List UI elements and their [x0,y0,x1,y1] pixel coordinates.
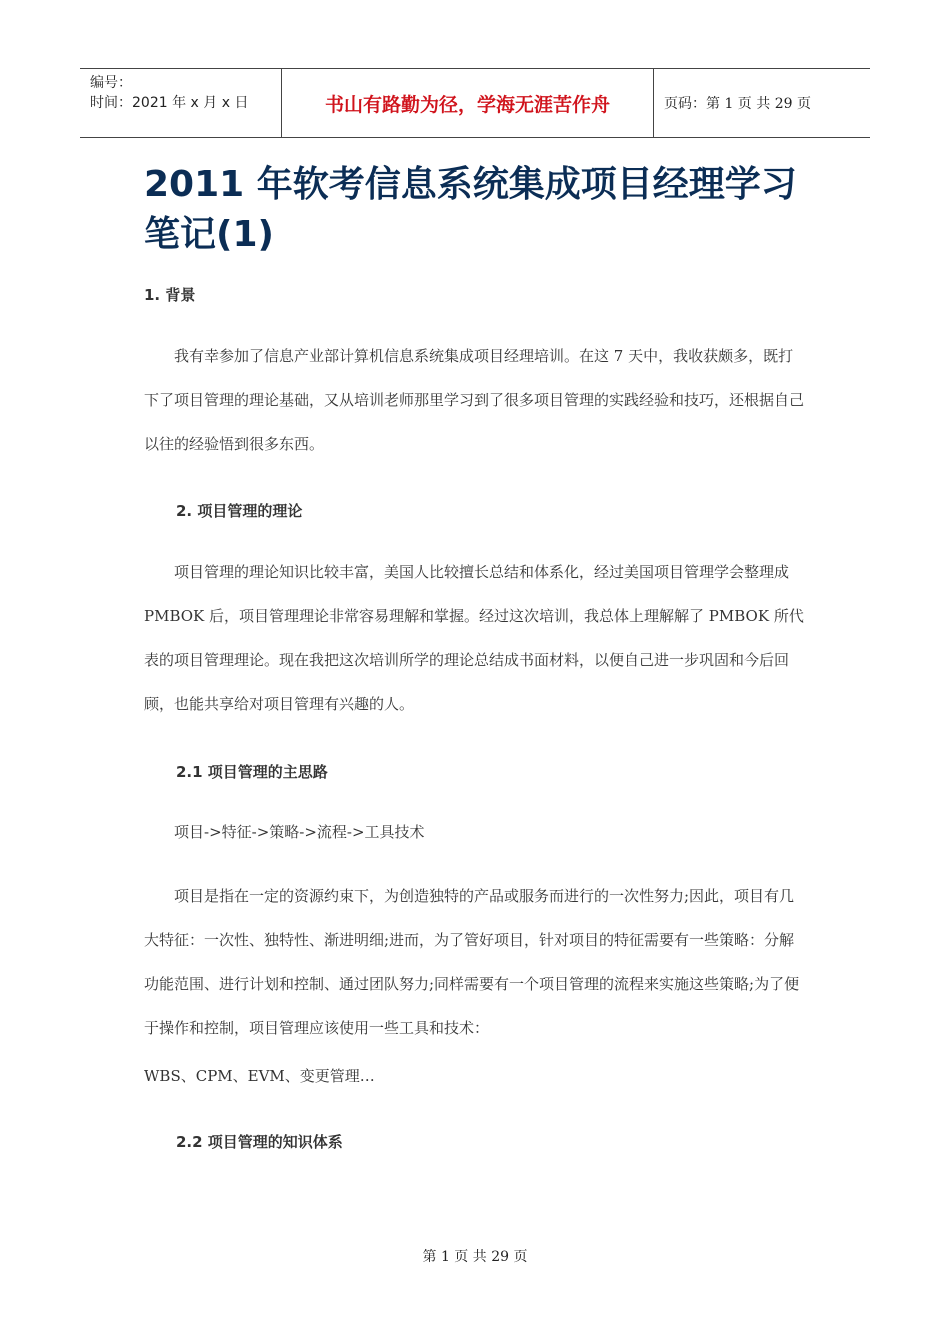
document-title: 2011 年软考信息系统集成项目经理学习笔记(1) [144,164,797,255]
header-table [80,68,870,138]
section-1-heading: 1. 背景 [144,286,196,304]
page-info: 页码：第 1 页 共 29 页 [664,96,811,112]
motto: 书山有路勤为径，学海无涯苦作舟 [281,69,654,137]
number-label: 编号： [90,75,132,91]
section-2-paragraph: 项目管理的理论知识比较丰富，美国人比较擅长总结和体系化，经过美国项目管理学会整理成 PMBOK 后，项目管理理论非常容易理解和掌握。经过这次培训，我总体上理解解了 PMBOK 所代表的项目管理理论。现在我把这次培训所学的理论总结成书面材料，以便自己进一步巩固和今后回顾，也能共享给对项目管理有兴趣的人。 [144,563,804,713]
section-2-heading: 2. 项目管理的理论 [176,502,303,520]
section-2-1-flow: 项目->特征->策略->流程->工具技术 [174,823,425,841]
section-2-1-tools: WBS、CPM、EVM、变更管理… [144,1067,375,1085]
section-1-paragraph: 我有幸参加了信息产业部计算机信息系统集成项目经理培训。在这 7 天中，我收获颇多，既打下了项目管理的理论基础，又从培训老师那里学习到了很多项目管理的实践经验和技巧，还根据自己以往的经验悟到很多东西。 [144,347,805,453]
date-label: 时间：2021 年 x 月 x 日 [90,95,249,111]
header-left-cell [80,69,281,137]
page-footer: 第 1 页 共 29 页 [422,1249,528,1265]
section-2-1-paragraph: 项目是指在一定的资源约束下，为创造独特的产品或服务而进行的一次性努力;因此，项目有几大特征：一次性、独特性、渐进明细;进而，为了管好项目，针对项目的特征需要有一些策略：分解功能范围、进行计划和控制、通过团队努力;同样需要有一个项目管理的流程来实施这些策略;为了便于操作和控制，项目管理应该使用一些工具和技术： [144,887,800,1037]
section-2-2-heading: 2.2 项目管理的知识体系 [176,1133,343,1151]
section-2-1-heading: 2.1 项目管理的主思路 [176,763,328,781]
